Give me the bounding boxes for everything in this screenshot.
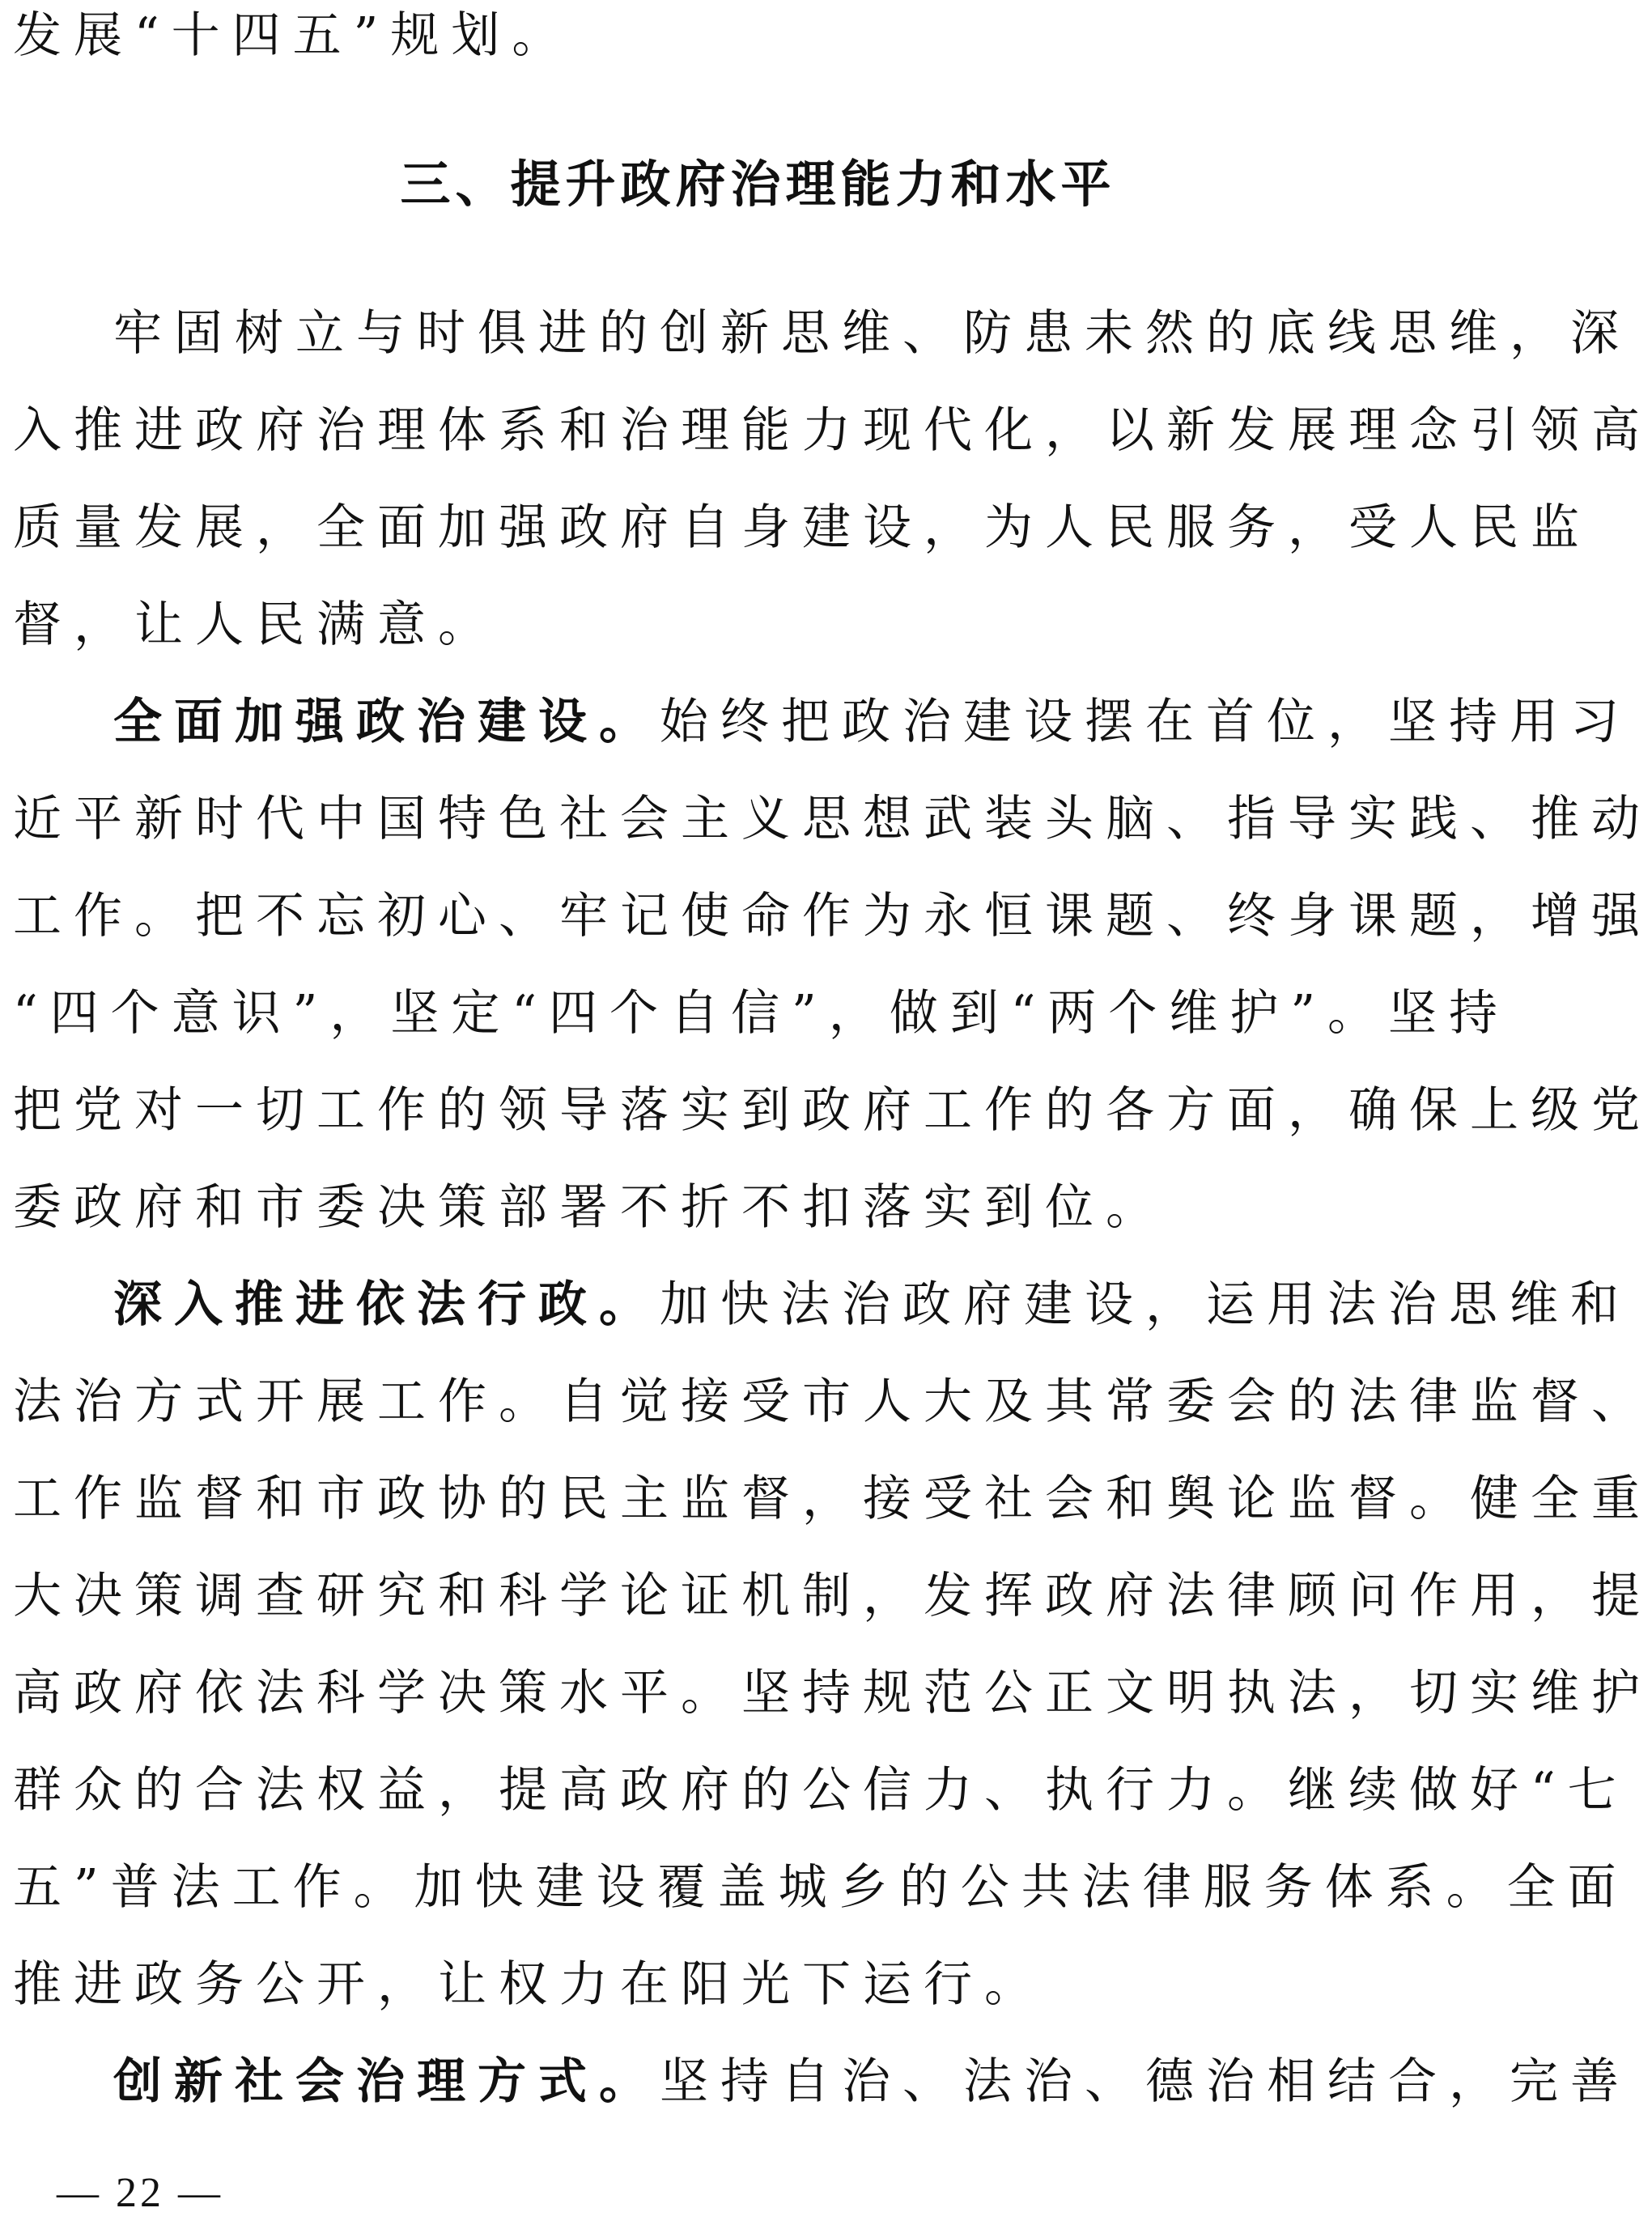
paragraph-lead: 深入推进依法行政。 bbox=[113, 1276, 660, 1333]
paragraph-line: 大决策调查研究和科学论证机制，发挥政府法律顾问作用，提 bbox=[13, 1568, 1652, 1624]
paragraph-line: 五”普法工作。加快建设覆盖城乡的公共法律服务体系。全面 bbox=[13, 1859, 1629, 1916]
paragraph-line: 委政府和市委决策部署不折不扣落实到位。 bbox=[13, 1179, 1166, 1236]
paragraph-line: 高政府依法科学决策水平。坚持规范公正文明执法，切实维护 bbox=[13, 1665, 1652, 1722]
paragraph-line: 工作。把不忘初心、牢记使命作为永恒课题、终身课题，增强 bbox=[13, 888, 1652, 945]
carryover-line: 发展“十四五”规划。 bbox=[13, 7, 573, 64]
paragraph-text: 始终把政治建设摆在首位，坚持用习 bbox=[660, 694, 1631, 750]
paragraph-line: 群众的合法权益，提高政府的公信力、执行力。继续做好“七 bbox=[13, 1762, 1629, 1819]
paragraph-text: 加快法治政府建设，运用法治思维和 bbox=[660, 1276, 1631, 1333]
paragraph-line: 近平新时代中国特色社会主义思想武装头脑、指导实践、推动 bbox=[13, 791, 1652, 847]
paragraph-line: “四个意识”，坚定“四个自信”，做到“两个维护”。坚持 bbox=[13, 985, 1510, 1042]
paragraph-line: 推进政务公开，让权力在阳光下运行。 bbox=[13, 1956, 1045, 2013]
paragraph-lead: 创新社会治理方式。 bbox=[113, 2053, 660, 2110]
page-number: — 22 — bbox=[57, 2170, 223, 2216]
paragraph-line: 牢固树立与时俱进的创新思维、防患未然的底线思维，深 bbox=[113, 305, 1631, 362]
paragraph-line: 把党对一切工作的领导落实到政府工作的各方面，确保上级党 bbox=[13, 1082, 1652, 1139]
paragraph-line: 法治方式开展工作。自觉接受市人大及其常委会的法律监督、 bbox=[13, 1373, 1652, 1430]
paragraph-first-line bbox=[113, 1271, 1631, 1339]
paragraph-line: 督，让人民满意。 bbox=[13, 597, 499, 653]
paragraph-text: 坚持自治、法治、德治相结合，完善 bbox=[660, 2053, 1631, 2110]
paragraph-line: 入推进政府治理体系和治理能力现代化，以新发展理念引领高 bbox=[13, 402, 1652, 459]
paragraph-first-line bbox=[113, 688, 1631, 756]
paragraph-first-line bbox=[113, 2048, 1631, 2116]
paragraph-lead: 全面加强政治建设。 bbox=[113, 694, 660, 750]
section-heading: 三、提升政府治理能力和水平 bbox=[400, 155, 1116, 214]
paragraph-line: 质量发展，全面加强政府自身建设，为人民服务，受人民监 bbox=[13, 499, 1591, 556]
paragraph-line: 工作监督和市政协的民主监督，接受社会和舆论监督。健全重 bbox=[13, 1471, 1652, 1527]
